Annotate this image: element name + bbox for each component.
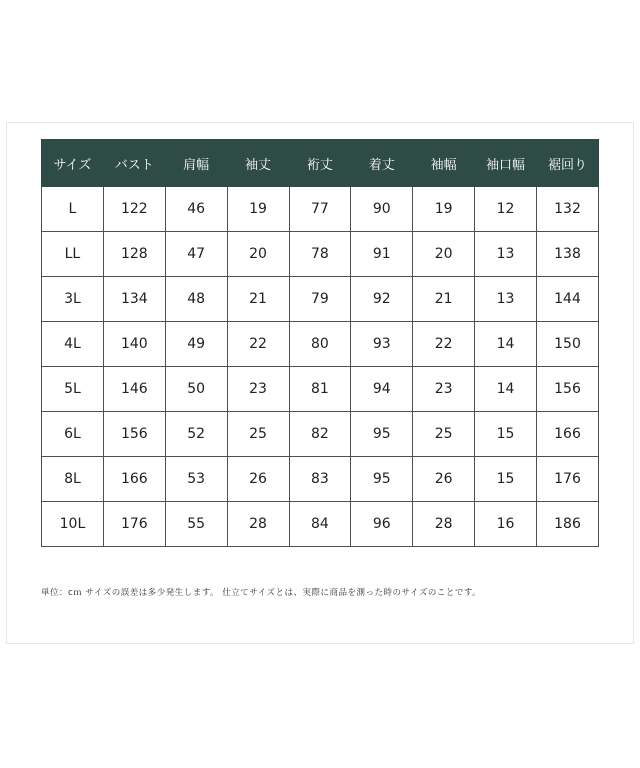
header-sleeve-length: 袖丈 bbox=[227, 140, 289, 187]
measurement-cell: 22 bbox=[227, 322, 289, 367]
measurement-cell: 83 bbox=[289, 457, 351, 502]
measurement-cell: 144 bbox=[537, 277, 599, 322]
measurement-cell: 26 bbox=[413, 457, 475, 502]
measurement-cell: 23 bbox=[413, 367, 475, 412]
measurement-cell: 23 bbox=[227, 367, 289, 412]
table-row bbox=[42, 232, 599, 277]
measurement-cell: 19 bbox=[413, 187, 475, 232]
size-label-cell: 10L bbox=[42, 502, 104, 547]
measurement-cell: 28 bbox=[227, 502, 289, 547]
measurement-cell: 20 bbox=[413, 232, 475, 277]
measurement-cell: 46 bbox=[165, 187, 227, 232]
table-row bbox=[42, 457, 599, 502]
measurement-cell: 82 bbox=[289, 412, 351, 457]
measurement-cell: 49 bbox=[165, 322, 227, 367]
measurement-cell: 16 bbox=[475, 502, 537, 547]
size-label-cell: 8L bbox=[42, 457, 104, 502]
header-sleeve-width: 袖幅 bbox=[413, 140, 475, 187]
header-yuki-length: 裄丈 bbox=[289, 140, 351, 187]
measurement-cell: 84 bbox=[289, 502, 351, 547]
measurement-cell: 26 bbox=[227, 457, 289, 502]
measurement-cell: 79 bbox=[289, 277, 351, 322]
measurement-cell: 28 bbox=[413, 502, 475, 547]
measurement-cell: 80 bbox=[289, 322, 351, 367]
table-row bbox=[42, 277, 599, 322]
measurement-cell: 128 bbox=[103, 232, 165, 277]
table-row bbox=[42, 322, 599, 367]
header-size: サイズ bbox=[42, 140, 104, 187]
measurement-cell: 132 bbox=[537, 187, 599, 232]
measurement-cell: 15 bbox=[475, 412, 537, 457]
measurement-cell: 150 bbox=[537, 322, 599, 367]
measurement-cell: 156 bbox=[537, 367, 599, 412]
header-shoulder-width: 肩幅 bbox=[165, 140, 227, 187]
table-row bbox=[42, 412, 599, 457]
header-bust: バスト bbox=[103, 140, 165, 187]
measurement-cell: 14 bbox=[475, 322, 537, 367]
measurement-cell: 77 bbox=[289, 187, 351, 232]
measurement-cell: 55 bbox=[165, 502, 227, 547]
header-body-length: 着丈 bbox=[351, 140, 413, 187]
measurement-cell: 47 bbox=[165, 232, 227, 277]
measurement-cell: 53 bbox=[165, 457, 227, 502]
measurement-cell: 92 bbox=[351, 277, 413, 322]
size-label-cell: 5L bbox=[42, 367, 104, 412]
measurement-cell: 90 bbox=[351, 187, 413, 232]
measurement-cell: 48 bbox=[165, 277, 227, 322]
size-label-cell: L bbox=[42, 187, 104, 232]
measurement-cell: 21 bbox=[413, 277, 475, 322]
measurement-cell: 176 bbox=[103, 502, 165, 547]
measurement-cell: 138 bbox=[537, 232, 599, 277]
size-chart-table bbox=[41, 139, 599, 547]
measurement-cell: 13 bbox=[475, 277, 537, 322]
header-hem-circumference: 裾回り bbox=[537, 140, 599, 187]
header-cuff-width: 袖口幅 bbox=[475, 140, 537, 187]
table-row bbox=[42, 502, 599, 547]
measurement-cell: 176 bbox=[537, 457, 599, 502]
measurement-cell: 166 bbox=[537, 412, 599, 457]
measurement-cell: 186 bbox=[537, 502, 599, 547]
measurement-cell: 93 bbox=[351, 322, 413, 367]
measurement-cell: 20 bbox=[227, 232, 289, 277]
size-label-cell: LL bbox=[42, 232, 104, 277]
measurement-note: 単位：cｍ サイズの誤差は多少発生します。 仕立てサイズとは、実際に商品を測った時のサイズのことです。 bbox=[41, 588, 482, 598]
size-label-cell: 6L bbox=[42, 412, 104, 457]
measurement-cell: 25 bbox=[413, 412, 475, 457]
measurement-cell: 25 bbox=[227, 412, 289, 457]
measurement-cell: 50 bbox=[165, 367, 227, 412]
measurement-cell: 146 bbox=[103, 367, 165, 412]
measurement-cell: 14 bbox=[475, 367, 537, 412]
table-header-row bbox=[42, 140, 599, 187]
measurement-cell: 91 bbox=[351, 232, 413, 277]
measurement-cell: 78 bbox=[289, 232, 351, 277]
table-row bbox=[42, 187, 599, 232]
measurement-cell: 95 bbox=[351, 412, 413, 457]
size-label-cell: 4L bbox=[42, 322, 104, 367]
measurement-cell: 122 bbox=[103, 187, 165, 232]
table-row bbox=[42, 367, 599, 412]
measurement-cell: 134 bbox=[103, 277, 165, 322]
measurement-cell: 19 bbox=[227, 187, 289, 232]
measurement-cell: 140 bbox=[103, 322, 165, 367]
measurement-cell: 22 bbox=[413, 322, 475, 367]
measurement-cell: 96 bbox=[351, 502, 413, 547]
measurement-cell: 21 bbox=[227, 277, 289, 322]
measurement-cell: 15 bbox=[475, 457, 537, 502]
measurement-cell: 94 bbox=[351, 367, 413, 412]
measurement-cell: 166 bbox=[103, 457, 165, 502]
measurement-cell: 81 bbox=[289, 367, 351, 412]
measurement-cell: 156 bbox=[103, 412, 165, 457]
measurement-cell: 12 bbox=[475, 187, 537, 232]
measurement-cell: 13 bbox=[475, 232, 537, 277]
measurement-cell: 95 bbox=[351, 457, 413, 502]
size-label-cell: 3L bbox=[42, 277, 104, 322]
measurement-cell: 52 bbox=[165, 412, 227, 457]
